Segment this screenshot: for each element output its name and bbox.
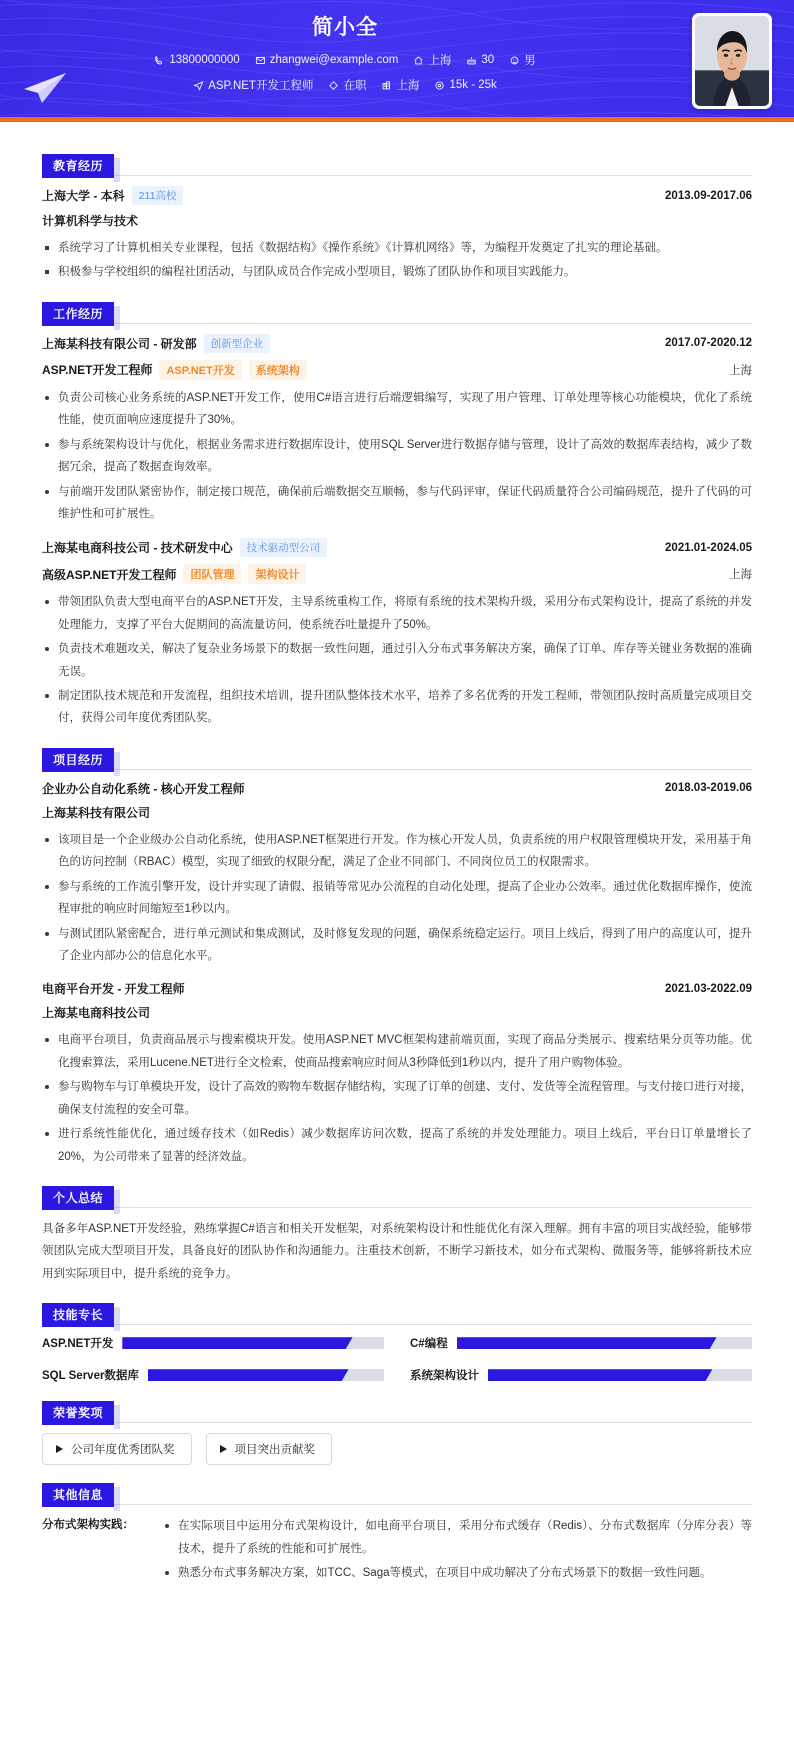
job-city-item xyxy=(376,77,424,93)
job-title-text: ASP.NET开发工程师 xyxy=(208,80,314,92)
list-item: 与前端开发团队紧密协作，制定接口规范，确保前后端数据交互顺畅，参与代码评审，保证代码质量符合公司编码规范，提升了代码的可维护性和可扩展性。 xyxy=(42,481,752,526)
work-tag: 架构设计 xyxy=(248,564,306,584)
cake-icon xyxy=(466,55,477,66)
section-projects xyxy=(42,748,752,1168)
section-title-projects: 项目经历 xyxy=(42,748,114,772)
project-name: 企业办公自动化系统 - 核心开发工程师 xyxy=(42,781,245,796)
work-location: 上海 xyxy=(729,364,752,377)
contact-email xyxy=(250,54,404,66)
work-role-row xyxy=(42,360,752,380)
work-role: ASP.NET开发工程师 xyxy=(42,363,153,378)
project-entry-header xyxy=(42,780,752,797)
job-row xyxy=(0,77,690,93)
skills-grid xyxy=(42,1335,752,1383)
project-entry xyxy=(42,780,752,968)
list-item: 积极参与学校组织的编程社团活动，与团队成员合作完成小型项目，锻炼了团队协作和项目实践能力。 xyxy=(42,261,752,283)
section-honors xyxy=(42,1401,752,1465)
list-item: 电商平台项目，负责商品展示与搜索模块开发。使用ASP.NET MVC框架构建前端页面，实现了商品分类展示、搜索结果分页等功能。优化搜索算法，采用Lucene.NET进行全文检索，使商品搜索响应时间从3秒降低到1秒以内，提升了用户购物体验。 xyxy=(42,1029,752,1074)
status-icon xyxy=(328,80,339,91)
education-date: 2013.09-2017.06 xyxy=(665,189,752,202)
section-title-other: 其他信息 xyxy=(42,1483,114,1507)
avatar-photo xyxy=(695,16,769,106)
list-item: 制定团队技术规范和开发流程，组织技术培训，提升团队整体技术水平，培养了多名优秀的开发工程师，带领团队按时高质量完成项目交付，获得公司年度优秀团队奖。 xyxy=(42,685,752,730)
honors-list xyxy=(42,1433,752,1465)
contact-gender-text: 男 xyxy=(524,55,536,67)
list-item: 负责技术难题攻关，解决了复杂业务场景下的数据一致性问题，通过引入分布式事务解决方案，确保了订单、库存等关键业务数据的准确无误。 xyxy=(42,638,752,683)
project-date: 2021.03-2022.09 xyxy=(665,982,752,995)
honor-label: 公司年度优秀团队奖 xyxy=(71,1444,175,1457)
section-title-education: 教育经历 xyxy=(42,154,114,178)
send-icon xyxy=(193,80,204,91)
job-title-item xyxy=(188,77,318,93)
contact-city xyxy=(408,52,456,68)
project-company: 上海某科技有限公司 xyxy=(42,805,151,820)
section-header-skills xyxy=(42,1303,752,1325)
list-item: 在实际项目中运用分布式架构设计，如电商平台项目，采用分布式缓存（Redis）、分布式数据库（分库分表）等技术，提升了系统的性能和可扩展性。 xyxy=(162,1515,752,1560)
section-header-projects xyxy=(42,748,752,770)
play-triangle-icon xyxy=(220,1445,227,1453)
work-bullets xyxy=(42,591,752,730)
skill-label: C#编程 xyxy=(410,1338,448,1351)
section-title-work: 工作经历 xyxy=(42,302,114,326)
work-company-badge: 技术驱动型公司 xyxy=(240,538,328,557)
contact-city-text: 上海 xyxy=(428,55,452,67)
section-summary xyxy=(42,1186,752,1285)
work-date: 2017.07-2020.12 xyxy=(665,337,752,350)
list-item: 进行系统性能优化，通过缓存技术（如Redis）减少数据库访问次数，提高了系统的并发处理能力。项目上线后，平台日订单量增长了20%，为公司带来了显著的经济效益。 xyxy=(42,1123,752,1168)
section-education xyxy=(42,154,752,284)
contact-age xyxy=(461,54,499,66)
education-badge: 211高校 xyxy=(132,186,184,205)
city-icon xyxy=(381,80,392,91)
skill-row xyxy=(42,1335,384,1351)
resume-header xyxy=(0,0,794,122)
section-header-other xyxy=(42,1483,752,1505)
other-bullets xyxy=(162,1515,752,1584)
skill-bar-track xyxy=(457,1337,752,1349)
job-city-text: 上海 xyxy=(396,80,420,92)
project-entry xyxy=(42,980,752,1168)
avatar xyxy=(692,13,772,109)
home-icon xyxy=(413,55,424,66)
skill-label: 系统架构设计 xyxy=(410,1370,479,1383)
list-item: 带领团队负责大型电商平台的ASP.NET开发，主导系统重构工作，将原有系统的技术架构升级，采用分布式架构设计，提高了系统的并发处理能力，支撑了平台大促期间的高流量访问，使系统吞吐量提升了50%。 xyxy=(42,591,752,636)
section-header-education xyxy=(42,154,752,176)
contact-row xyxy=(0,52,690,68)
education-entry-header xyxy=(42,186,752,205)
skill-bar-track xyxy=(148,1369,384,1381)
work-tag: ASP.NET开发 xyxy=(159,360,241,380)
work-company: 上海某电商科技公司 - 技术研发中心 xyxy=(42,541,233,556)
list-item: 该项目是一个企业级办公自动化系统，使用ASP.NET框架进行开发。作为核心开发人员，负责系统的用户权限管理模块开发，采用基于角色的访问控制（RBAC）模型，实现了细致的权限分配，满足了企业不同部门、不同岗位员工的权限需求。 xyxy=(42,829,752,874)
skill-row xyxy=(410,1367,752,1383)
skill-row xyxy=(42,1367,384,1383)
other-block xyxy=(42,1515,752,1586)
mail-icon xyxy=(255,55,266,66)
work-entry-header xyxy=(42,334,752,353)
work-entry xyxy=(42,538,752,730)
skill-bar-fill xyxy=(457,1337,717,1349)
education-school: 上海大学 - 本科 xyxy=(42,189,125,203)
work-role: 高级ASP.NET开发工程师 xyxy=(42,567,177,582)
project-date: 2018.03-2019.06 xyxy=(665,782,752,795)
skill-bar-track xyxy=(122,1337,384,1349)
section-title-skills: 技能专长 xyxy=(42,1303,114,1327)
education-major: 计算机科学与技术 xyxy=(42,214,139,228)
resume-body xyxy=(0,122,794,1611)
section-header-summary xyxy=(42,1186,752,1208)
work-company-badge: 创新型企业 xyxy=(204,334,271,353)
work-role-row xyxy=(42,564,752,584)
skill-label: ASP.NET开发 xyxy=(42,1338,114,1351)
section-header-honors xyxy=(42,1401,752,1423)
project-name: 电商平台开发 - 开发工程师 xyxy=(42,982,185,997)
skill-bar-fill xyxy=(148,1369,349,1381)
list-item: 参与购物车与订单模块开发，设计了高效的购物车数据存储结构，实现了订单的创建、支付、发货等全流程管理。与支付接口进行对接，确保支付流程的安全可靠。 xyxy=(42,1076,752,1121)
work-company: 上海某科技有限公司 - 研发部 xyxy=(42,336,197,351)
page-title: 简小全 xyxy=(312,16,378,39)
skill-bar-fill xyxy=(488,1369,712,1381)
job-salary-item xyxy=(429,79,501,91)
skill-row xyxy=(410,1335,752,1351)
project-entry-header xyxy=(42,980,752,997)
work-date: 2021.01-2024.05 xyxy=(665,541,752,554)
other-body xyxy=(162,1515,752,1586)
salary-icon xyxy=(434,80,445,91)
job-salary-text: 15k - 25k xyxy=(449,79,497,91)
work-tag: 团队管理 xyxy=(183,564,241,584)
gender-icon xyxy=(509,55,520,66)
contact-gender xyxy=(504,52,541,68)
education-entry xyxy=(42,186,752,284)
work-location: 上海 xyxy=(729,569,752,582)
work-entry-header xyxy=(42,538,752,557)
project-company: 上海某电商科技公司 xyxy=(42,1006,151,1021)
other-label: 分布式架构实践： xyxy=(42,1519,134,1532)
work-entry xyxy=(42,334,752,526)
section-title-summary: 个人总结 xyxy=(42,1186,114,1210)
section-skills xyxy=(42,1303,752,1383)
honor-label: 项目突出贡献奖 xyxy=(234,1444,315,1457)
education-bullets xyxy=(42,237,752,284)
list-item: 参与系统架构设计与优化，根据业务需求进行数据库设计，使用SQL Server进行数据存储与管理，设计了高效的数据库表结构，减少了数据冗余，提高了数据查询效率。 xyxy=(42,434,752,479)
honor-chip[interactable] xyxy=(206,1433,333,1465)
list-item: 熟悉分布式事务解决方案，如TCC、Saga等模式，在项目中成功解决了分布式场景下的数据一致性问题。 xyxy=(162,1562,752,1584)
play-triangle-icon xyxy=(56,1445,63,1453)
skill-bar-track xyxy=(488,1369,752,1381)
contact-age-text: 30 xyxy=(481,54,495,66)
work-bullets xyxy=(42,387,752,526)
phone-icon xyxy=(154,55,165,66)
skill-label: SQL Server数据库 xyxy=(42,1370,139,1383)
job-status-item xyxy=(323,77,371,93)
skill-bar-fill xyxy=(122,1337,352,1349)
list-item: 参与系统的工作流引擎开发，设计并实现了请假、报销等常见办公流程的自动化处理，提高了企业办公效率。通过优化数据库操作，使流程审批的响应时间缩短至1秒以内。 xyxy=(42,876,752,921)
section-title-honors: 荣誉奖项 xyxy=(42,1401,114,1425)
section-other xyxy=(42,1483,752,1586)
summary-text: 具备多年ASP.NET开发经验，熟练掌握C#语言和相关开发框架，对系统架构设计和性能优化有深入理解。拥有丰富的项目实战经验，能够带领团队完成大型项目开发，具备良好的团队协作和沟通能力。注重技术创新，不断学习新技术，如分布式架构、微服务等，能够将新技术应用到实际项目中，提升系统的竞争力。 xyxy=(42,1222,752,1280)
project-bullets xyxy=(42,829,752,968)
list-item: 负责公司核心业务系统的ASP.NET开发工作，使用C#语言进行后端逻辑编写，实现了用户管理、订单处理等核心功能模块，优化了系统性能，使页面响应速度提升了30%。 xyxy=(42,387,752,432)
contact-email-text: zhangwei@example.com xyxy=(269,54,399,66)
job-status-text: 在职 xyxy=(343,80,367,92)
header-center xyxy=(0,0,690,93)
list-item: 与测试团队紧密配合，进行单元测试和集成测试，及时修复发现的问题，确保系统稳定运行。项目上线后，得到了用户的高度认可，提升了企业内部办公的信息化水平。 xyxy=(42,923,752,968)
list-item: 系统学习了计算机相关专业课程，包括《数据结构》《操作系统》《计算机网络》等，为编程开发奠定了扎实的理论基础。 xyxy=(42,237,752,259)
contact-phone xyxy=(149,54,244,66)
work-tag: 系统架构 xyxy=(249,360,307,380)
honor-chip[interactable] xyxy=(42,1433,192,1465)
section-work xyxy=(42,302,752,730)
contact-phone-text: 13800000000 xyxy=(169,54,240,66)
project-bullets xyxy=(42,1029,752,1168)
section-header-work xyxy=(42,302,752,324)
